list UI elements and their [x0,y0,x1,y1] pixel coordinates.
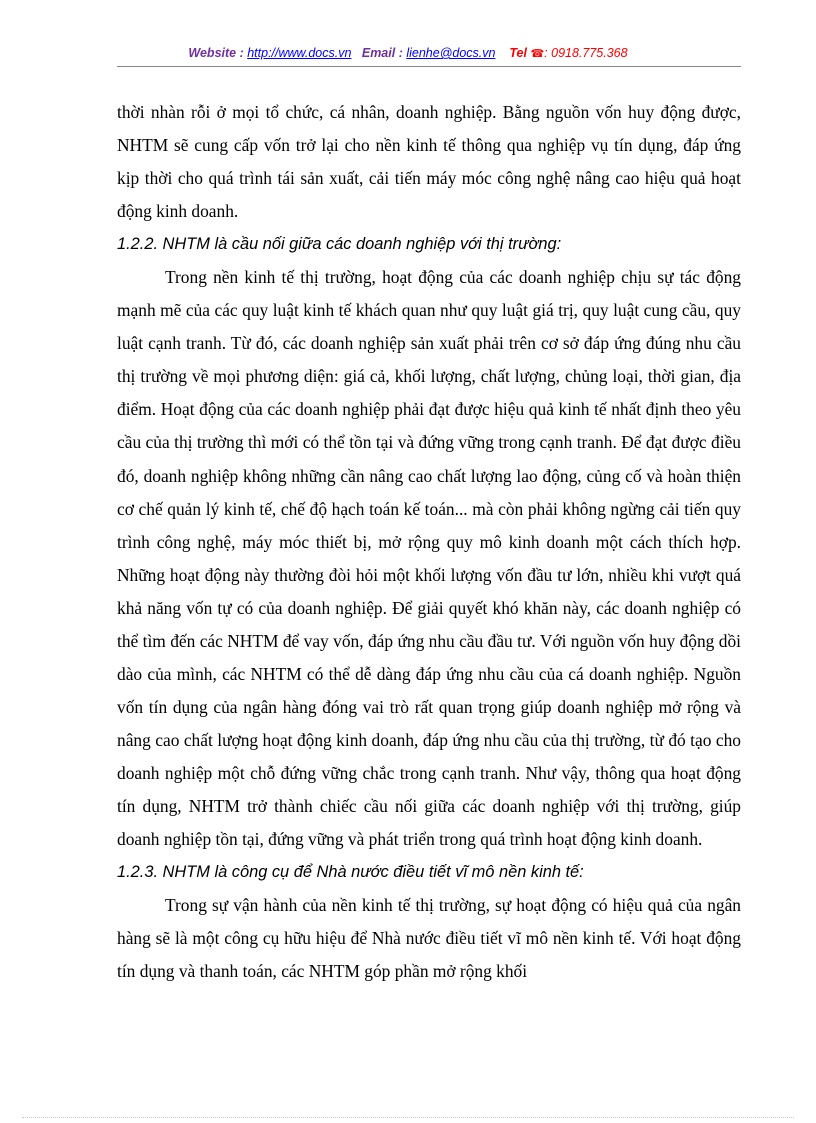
page-header [0,46,816,60]
tel-label: Tel [509,46,527,60]
website-link[interactable]: http://www.docs.vn [247,46,352,60]
body-paragraph: Trong sự vận hành của nền kinh tế thị trường, sự hoạt động có hiệu quả của ngân hàng sẽ là một công cụ hữu hiệu để Nhà nước điều tiết vĩ mô nền kinh tế. Với hoạt động tín dụng và thanh toán, các NHTM góp phần mở rộng khối [117,895,741,982]
footer-divider [22,1117,794,1118]
phone-icon: ☎ [530,48,545,60]
body-paragraph: thời nhàn rỗi ở mọi tổ chức, cá nhân, doanh nghiệp. Bằng nguồn vốn huy động được, NHTM sẽ cung cấp vốn trở lại cho nền kinh tế thông qua nghiệp vụ tín dụng, đáp ứng kịp thời cho quá trình tái sản xuất, cải tiến máy móc công nghệ nâng cao hiệu quả hoạt động kinh doanh. [117,102,741,222]
email-label: Email [361,46,396,60]
section-heading: 1.2.2. NHTM là cầu nối giữa các doanh nghiệp với thị trường: [117,235,562,254]
header-separator: : [236,46,248,60]
section-heading: 1.2.3. NHTM là công cụ để Nhà nước điều tiết vĩ mô nền kinh tế: [117,863,584,882]
email-link[interactable]: lienhe@docs.vn [406,46,496,60]
document-body [117,96,741,988]
header-divider [117,66,741,67]
website-label: Website [188,46,237,60]
tel-number: : 0918.775.368 [544,46,628,60]
body-paragraph: Trong nền kinh tế thị trường, hoạt động của các doanh nghiệp chịu sự tác động mạnh mẽ của các quy luật kinh tế khách quan như quy luật giá trị, quy luật cung cầu, quy luật cạnh tranh. Từ đó, các doanh nghiệp sản xuất phải trên cơ sở đáp ứng đúng nhu cầu thị trường về mọi phương diện: giá cả, khối lượng, chất lượng, chủng loại, thời gian, địa điểm. Hoạt động của các doanh nghiệp phải đạt được hiệu quả kinh tế nhất định theo yêu cầu của thị trường thì mới có thể tồn tại và đứng vững trong cạnh tranh. Để đạt được điều đó, doanh nghiệp không những cần nâng cao chất lượng lao động, củng cố và hoàn thiện cơ chế quản lý kinh tế, chế độ hạch toán kế toán... mà còn phải không ngừng cải tiến quy trình công nghệ, máy móc thiết bị, mở rộng quy mô kinh doanh một cách thích hợp. Những hoạt động này thường đòi hỏi một khối lượng vốn đầu tư lớn, nhiều khi vượt quá khả năng vốn tự có của doanh nghiệp. Để giải quyết khó khăn này, các doanh nghiệp có thể tìm đến các NHTM để vay vốn, đáp ứng nhu cầu đầu tư. Với nguồn vốn huy động dồi dào của mình, các NHTM có thể dễ dàng đáp ứng nhu cầu của cá doanh nghiệp. Nguồn vốn tín dụng của ngân hàng đóng vai trò rất quan trọng giúp doanh nghiệp mở rộng và nâng cao chất lượng hoạt động kinh doanh, đáp ứng nhu cầu của thị trường, từ đó tạo cho doanh nghiệp một chỗ đứng vững chắc trong cạnh tranh. Như vậy, thông qua hoạt động tín dụng, NHTM trở thành chiếc cầu nối giữa các doanh nghiệp với thị trường, giúp doanh nghiệp tồn tại, đứng vững và phát triển trong quá trình hoạt động kinh doanh. [117,267,741,850]
header-separator: : [395,46,407,60]
